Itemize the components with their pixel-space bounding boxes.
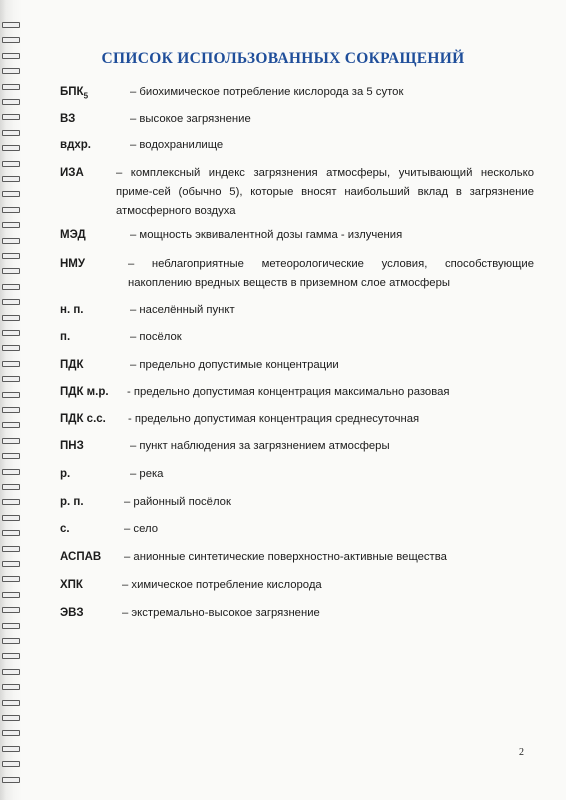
abbr-pdk: ПДК	[60, 359, 84, 371]
def-evz: – экстремально-высокое загрязнение	[122, 607, 320, 619]
binding-ring	[2, 422, 20, 428]
binding-ring	[2, 499, 20, 505]
def-r: – река	[130, 468, 164, 480]
page-title: СПИСОК ИСПОЛЬЗОВАННЫХ СОКРАЩЕНИЙ	[101, 50, 465, 67]
def-rp: – районный посёлок	[124, 496, 231, 508]
binding-ring	[2, 592, 20, 598]
spiral-binding	[0, 0, 22, 800]
binding-ring	[2, 453, 20, 459]
def-pdk: – предельно допустимые концентрации	[130, 359, 339, 371]
binding-ring	[2, 407, 20, 413]
abbr-aspav: АСПАВ	[60, 551, 102, 563]
binding-ring	[2, 253, 20, 259]
def-p: – посёлок	[130, 331, 182, 343]
binding-ring	[2, 515, 20, 521]
def-bpk: – биохимическое потребление кислорода за 5 суток	[130, 86, 404, 98]
abbr-khpk: ХПК	[60, 579, 83, 591]
binding-ring	[2, 191, 20, 197]
binding-ring	[2, 68, 20, 74]
binding-ring	[2, 700, 20, 706]
abbr-p: п.	[60, 331, 71, 343]
def-vz: – высокое загрязнение	[130, 113, 251, 125]
abbr-vz: ВЗ	[60, 113, 76, 125]
abbr-med: МЭД	[60, 229, 86, 241]
binding-ring	[2, 777, 20, 783]
binding-ring	[2, 84, 20, 90]
abbr-pdk-ss: ПДК с.с.	[60, 413, 106, 425]
binding-ring	[2, 268, 20, 274]
binding-ring	[2, 161, 20, 167]
binding-ring	[2, 376, 20, 382]
binding-ring	[2, 315, 20, 321]
binding-ring	[2, 176, 20, 182]
def-med: – мощность эквивалентной дозы гамма - излучения	[130, 229, 403, 241]
def-nmu: – неблагоприятные метеорологические условия, способствующие накоплению вредных веществ в приземном слое атмосферы	[128, 258, 534, 289]
binding-ring	[2, 130, 20, 136]
binding-ring	[2, 361, 20, 367]
binding-ring	[2, 284, 20, 290]
abbr-pdk-mr: ПДК м.р.	[60, 386, 109, 398]
binding-ring	[2, 607, 20, 613]
abbr-iza: ИЗА	[60, 167, 84, 179]
binding-ring	[2, 546, 20, 552]
binding-ring	[2, 345, 20, 351]
page-number: 2	[519, 747, 524, 758]
binding-ring	[2, 530, 20, 536]
abbr-rp: р. п.	[60, 496, 84, 508]
abbr-vdkhr: вдхр.	[60, 139, 91, 151]
binding-ring	[2, 715, 20, 721]
binding-ring	[2, 238, 20, 244]
binding-ring	[2, 99, 20, 105]
def-pnz: – пункт наблюдения за загрязнением атмосферы	[130, 440, 390, 452]
binding-ring	[2, 114, 20, 120]
def-pdk-ss: - предельно допустимая концентрация среднесуточная	[128, 413, 420, 425]
def-vdkhr: – водохранилище	[130, 139, 224, 151]
binding-ring	[2, 222, 20, 228]
abbr-nmu: НМУ	[60, 258, 86, 270]
abbr-bpk: $БПК_5$	[60, 86, 89, 101]
binding-ring	[2, 561, 20, 567]
binding-ring	[2, 576, 20, 582]
binding-ring	[2, 330, 20, 336]
binding-ring	[2, 37, 20, 43]
def-np: – населённый пункт	[130, 304, 235, 316]
binding-ring	[2, 623, 20, 629]
abbr-evz: ЭВЗ	[60, 607, 84, 619]
binding-ring	[2, 469, 20, 475]
binding-ring	[2, 145, 20, 151]
binding-ring	[2, 653, 20, 659]
binding-ring	[2, 746, 20, 752]
binding-ring	[2, 730, 20, 736]
binding-ring	[2, 484, 20, 490]
abbr-s: с.	[60, 523, 70, 535]
binding-ring	[2, 669, 20, 675]
def-aspav: – анионные синтетические поверхностно-активные вещества	[124, 551, 447, 563]
binding-ring	[2, 638, 20, 644]
abbr-np: н. п.	[60, 304, 84, 316]
binding-ring	[2, 207, 20, 213]
binding-ring	[2, 392, 20, 398]
binding-ring	[2, 299, 20, 305]
binding-ring	[2, 22, 20, 28]
abbr-r: р.	[60, 468, 71, 480]
def-pdk-mr: - предельно допустимая концентрация максимально разовая	[127, 386, 450, 398]
binding-ring	[2, 761, 20, 767]
binding-ring	[2, 684, 20, 690]
def-khpk: – химическое потребление кислорода	[122, 579, 322, 591]
def-iza: – комплексный индекс загрязнения атмосферы, учитывающий несколько приме-сей (обычно 5), которые вносят наибольший вклад в загрязнение атмосферного воздуха	[116, 167, 534, 217]
def-s: – село	[124, 523, 158, 535]
binding-ring	[2, 438, 20, 444]
abbr-pnz: ПНЗ	[60, 440, 84, 452]
